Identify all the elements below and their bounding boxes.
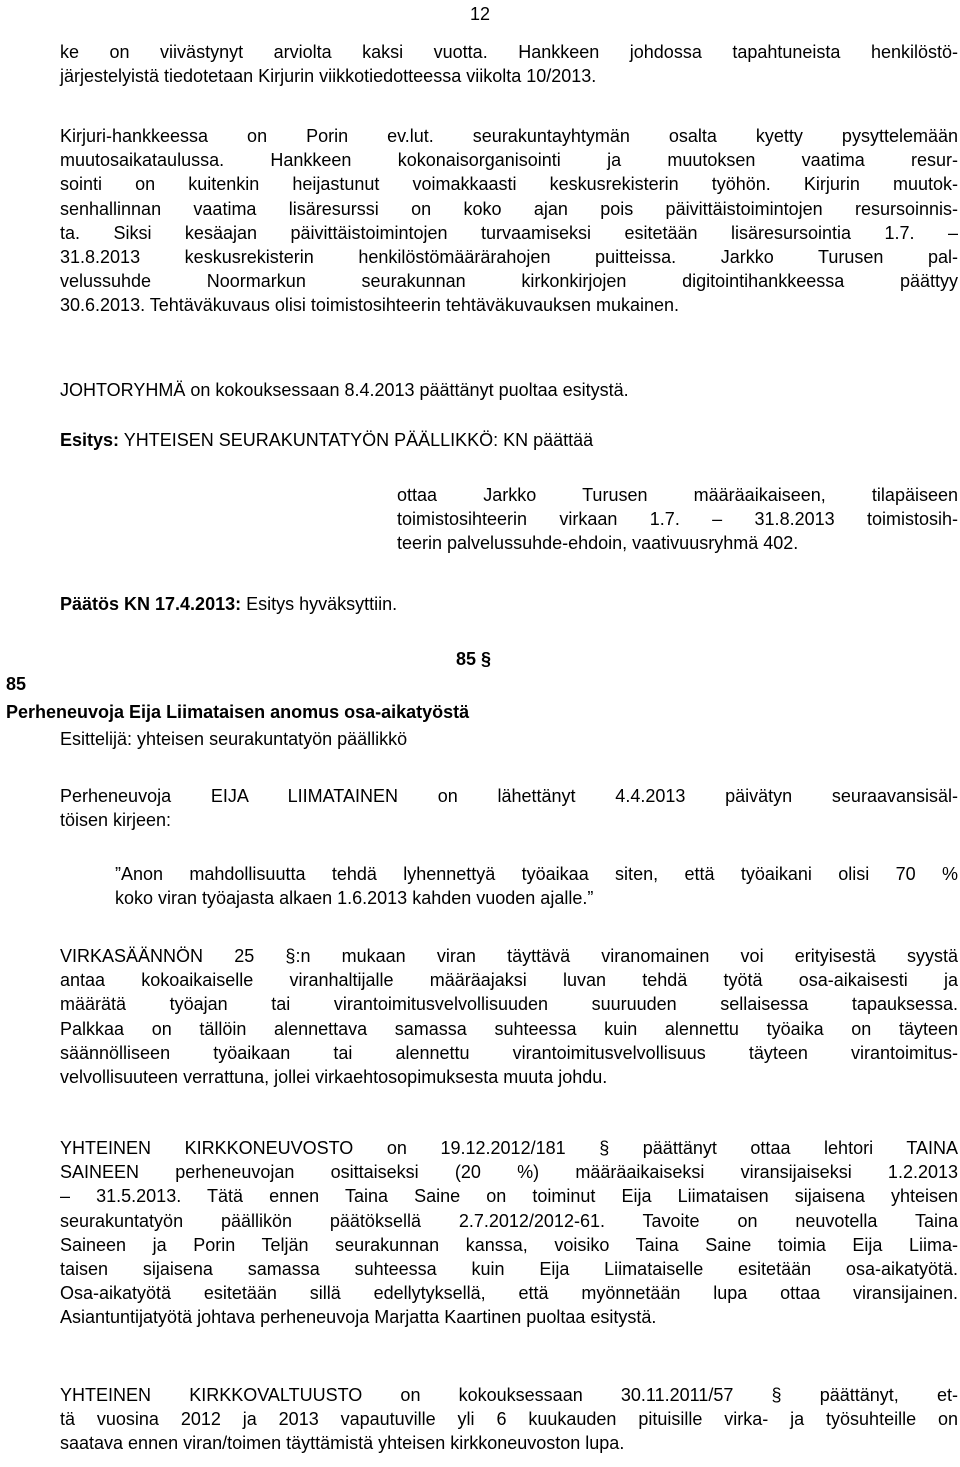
decision-line	[60, 592, 958, 616]
paragraph-kirkkovaltuusto	[60, 1383, 958, 1456]
johtoryhma-statement	[60, 378, 958, 402]
text-line: Asiantuntijatyötä johtava perheneuvoja Marjatta Kaartinen puoltaa esitystä.	[60, 1307, 657, 1328]
proposal-heading	[60, 428, 958, 452]
text-line: sointi on kuitenkin heijastunut voimakkaasti keskusrekisterin työhön. Kirjurin muutok-	[60, 174, 958, 195]
text-line: Osa-aikatyötä esitetään sillä edellytyksellä, että myönnetään lupa ottaa viransijainen.	[60, 1283, 958, 1304]
paragraph-letter-intro	[60, 784, 958, 832]
text-line: antaa kokoaikaiselle viranhaltijalle määräajaksi luvan tehdä työtä osa-aikaisesti ja	[60, 970, 958, 991]
quoted-request	[115, 862, 958, 910]
text-line: töisen kirjeen:	[60, 810, 172, 831]
text-line: muutosaikataulussa. Hankkeen kokonaisorganisointi ja muutoksen vaatima resur-	[60, 150, 958, 171]
decision-label: Päätös KN 17.4.2013:	[60, 594, 242, 614]
proposal-label: Esitys:	[60, 430, 120, 450]
section-title: Perheneuvoja Eija Liimataisen anomus osa-aikatyöstä	[6, 702, 470, 722]
text-line: velvollisuuteen verrattuna, jollei virkaehtosopimuksesta muuta johdu.	[60, 1067, 608, 1088]
proposal-text: YHTEISEN SEURAKUNTATYÖN PÄÄLLIKKÖ: KN päättää	[119, 430, 594, 450]
text-line: taisen sijaisena samassa suhteessa kuin Eija Liimataiselle esitetään osa-aikatyötä.	[60, 1259, 958, 1280]
text-line: tä vuosina 2012 ja 2013 vapautuville yli 6 kuukauden pituisille virka- ja työsuhteille on	[60, 1409, 958, 1430]
text-line	[60, 428, 958, 452]
paragraph-kirkkoneuvosto	[60, 1136, 958, 1330]
text-line: ke on viivästynyt arviolta kaksi vuotta. Hankkeen johdossa tapahtuneista henkilöstö-	[60, 42, 958, 62]
text-line	[60, 592, 958, 616]
text-line: senhallinnan vaatima lisäresurssi on koko ajan pois päivittäistoimintojen resursoinnis-	[60, 198, 958, 219]
text-line: toimistosihteerin virkaan 1.7. – 31.8.2013 toimistosih-	[397, 509, 958, 530]
text-line: velussuhde Noormarkun seurakunnan kirkonkirjojen digitointihankkeessa päättyy	[60, 271, 958, 292]
page-number: 12	[470, 4, 491, 24]
text-line: ”Anon mahdollisuutta tehdä lyhennettyä työaikaa siten, että työaikani olisi 70 %	[115, 864, 958, 884]
section-mark: 85 §	[456, 649, 492, 669]
paragraph-kirjuri-resourcing	[60, 124, 958, 318]
text-line: järjestelyistä tiedotetaan Kirjurin viikkotiedotteessa viikolta 10/2013.	[60, 66, 597, 87]
text-line: koko viran työajasta alkaen 1.6.2013 kahden vuoden ajalle.”	[115, 888, 594, 909]
text-line: YHTEINEN KIRKKONEUVOSTO on 19.12.2012/181 § päättänyt ottaa lehtori TAINA	[60, 1138, 958, 1158]
text-line: JOHTORYHMÄ on kokouksessaan 8.4.2013 päättänyt puoltaa esitystä.	[60, 380, 629, 400]
section-number: 85	[6, 674, 27, 694]
presenter-line: Esittelijä: yhteisen seurakuntatyön päällikkö	[60, 729, 408, 749]
text-line: YHTEINEN KIRKKOVALTUUSTO on kokouksessaan 30.11.2011/57 § päättänyt, et-	[60, 1385, 958, 1405]
text-line: teerin palvelussuhde-ehdoin, vaativuusryhmä 402.	[397, 533, 799, 554]
paragraph-kirjuri-delay	[60, 40, 958, 88]
text-line: määrätä työajan tai virantoimitusvelvollisuuden suuruuden sellaisessa tapauksessa.	[60, 994, 958, 1015]
text-line: Perheneuvoja EIJA LIIMATAINEN on lähettänyt 4.4.2013 päivätyn seuraavansisäl-	[60, 786, 958, 806]
text-line: 30.6.2013. Tehtäväkuvaus olisi toimistosihteerin tehtäväkuvauksen mukainen.	[60, 295, 680, 316]
decision-text: Esitys hyväksyttiin.	[241, 594, 398, 614]
text-line: Kirjuri-hankkeessa on Porin ev.lut. seurakuntayhtymän osalta kyetty pysyttelemään	[60, 126, 958, 146]
text-line: VIRKASÄÄNNÖN 25 §:n mukaan viran täyttävä viranomainen voi erityisestä syystä	[60, 946, 958, 966]
text-line: Saineen ja Porin Teljän seurakunnan kanssa, voisiko Taina Saine toimia Eija Liima-	[60, 1234, 958, 1255]
text-line: saatava ennen viran/toimen täyttämistä yhteisen kirkkoneuvoston lupa.	[60, 1433, 625, 1454]
text-line: ottaa Jarkko Turusen määräaikaiseen, tilapäiseen	[397, 485, 958, 505]
text-line: seurakuntatyön päällikön päätöksellä 2.7.2012/2012-61. Tavoite on neuvotella Taina	[60, 1210, 958, 1231]
text-line: SAINEEN perheneuvojan osittaiseksi (20 %) määräaikaiseksi viransijaiseksi 1.2.2013	[60, 1162, 958, 1183]
text-line: ta. Siksi kesäajan päivittäistoimintojen turvaamiseksi esitetään lisäresursointia 1.7. –	[60, 222, 958, 243]
paragraph-virkasaanto	[60, 944, 958, 1089]
text-line: – 31.5.2013. Tätä ennen Taina Saine on toiminut Eija Liimataisen sijaisena yhteisen	[60, 1186, 958, 1207]
text-line: Palkkaa on tällöin alennettava samassa suhteessa kuin alennettu työaika on täyteen	[60, 1018, 958, 1039]
proposal-body	[397, 483, 958, 556]
text-line: 31.8.2013 keskusrekisterin henkilöstömäärärahojen puitteissa. Jarkko Turusen pal-	[60, 247, 958, 268]
text-line: säännölliseen työaikaan tai alennettu virantoimitusvelvollisuus täyteen virantoimitus-	[60, 1042, 958, 1063]
